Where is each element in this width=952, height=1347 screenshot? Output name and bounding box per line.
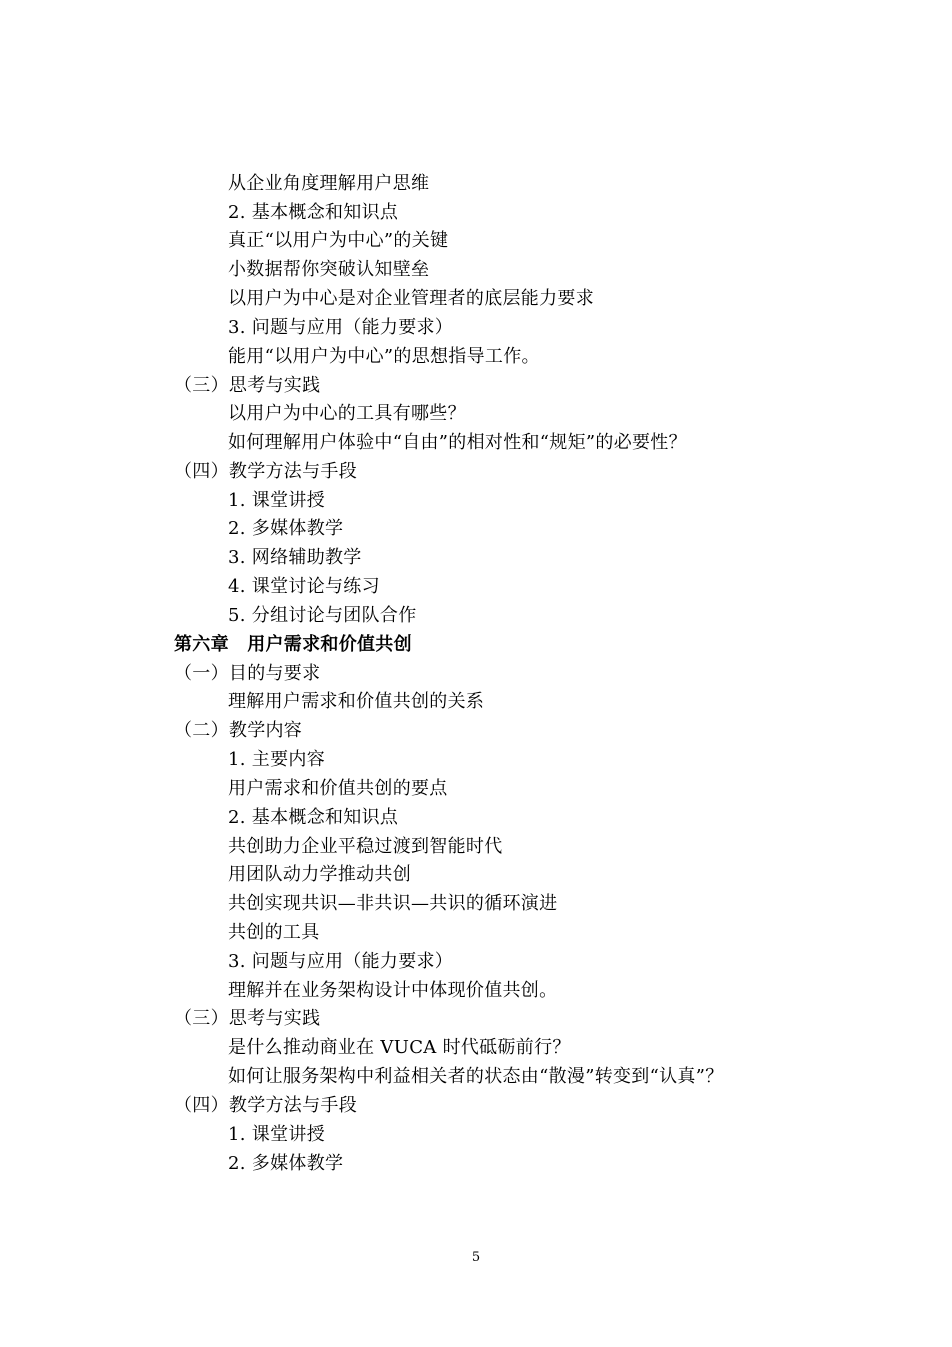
text-line: 共创助力企业平稳过渡到智能时代	[228, 836, 503, 857]
text-line: 是什么推动商业在 VUCA 时代砥砺前行？	[228, 1037, 571, 1058]
text-line: 1. 主要内容	[228, 749, 325, 770]
list-item: 3. 网络辅助教学	[228, 547, 362, 568]
text-line: 3. 问题与应用（能力要求）	[228, 317, 454, 338]
list-item: 4. 课堂讨论与练习	[228, 576, 380, 597]
text-line: 如何理解用户体验中“自由”的相对性和“规矩”的必要性？	[228, 432, 687, 453]
list-item: 2. 多媒体教学	[228, 518, 344, 539]
text-line: 从企业角度理解用户思维	[228, 173, 430, 194]
page-number: 5	[471, 1250, 481, 1265]
text-line: 能用“以用户为中心”的思想指导工作。	[228, 346, 540, 367]
text-line: 理解并在业务架构设计中体现价值共创。	[228, 980, 558, 1001]
text-line: 3. 问题与应用（能力要求）	[228, 951, 454, 972]
list-item: 2. 多媒体教学	[228, 1153, 344, 1174]
chapter-title: 第六章 用户需求和价值共创	[174, 634, 412, 655]
list-item: 5. 分组讨论与团队合作	[228, 605, 417, 626]
text-line: 2. 基本概念和知识点	[228, 807, 399, 828]
text-line: 用团队动力学推动共创	[228, 864, 411, 885]
list-item: 1. 课堂讲授	[228, 1124, 325, 1145]
text-line: 共创的工具	[228, 922, 320, 943]
section-heading: （三）思考与实践	[174, 1008, 321, 1029]
section-heading: （二）教学内容	[174, 720, 303, 741]
text-line: 小数据帮你突破认知壁垒	[228, 259, 430, 280]
text-line: 以用户为中心是对企业管理者的底层能力要求	[228, 288, 594, 309]
section-heading: （三）思考与实践	[174, 375, 321, 396]
section-heading: （一）目的与要求	[174, 663, 321, 684]
list-item: 1. 课堂讲授	[228, 490, 325, 511]
section-heading: （四）教学方法与手段	[174, 461, 357, 482]
section-heading: （四）教学方法与手段	[174, 1095, 357, 1116]
text-line: 以用户为中心的工具有哪些？	[228, 403, 466, 424]
text-line: 如何让服务架构中利益相关者的状态由“散漫”转变到“认真”？	[228, 1066, 724, 1087]
text-line: 理解用户需求和价值共创的关系	[228, 691, 485, 712]
text-line: 2. 基本概念和知识点	[228, 202, 399, 223]
text-line: 用户需求和价值共创的要点	[228, 778, 448, 799]
text-line: 真正“以用户为中心”的关键	[228, 230, 449, 251]
text-line: 共创实现共识—非共识—共识的循环演进	[228, 893, 558, 914]
